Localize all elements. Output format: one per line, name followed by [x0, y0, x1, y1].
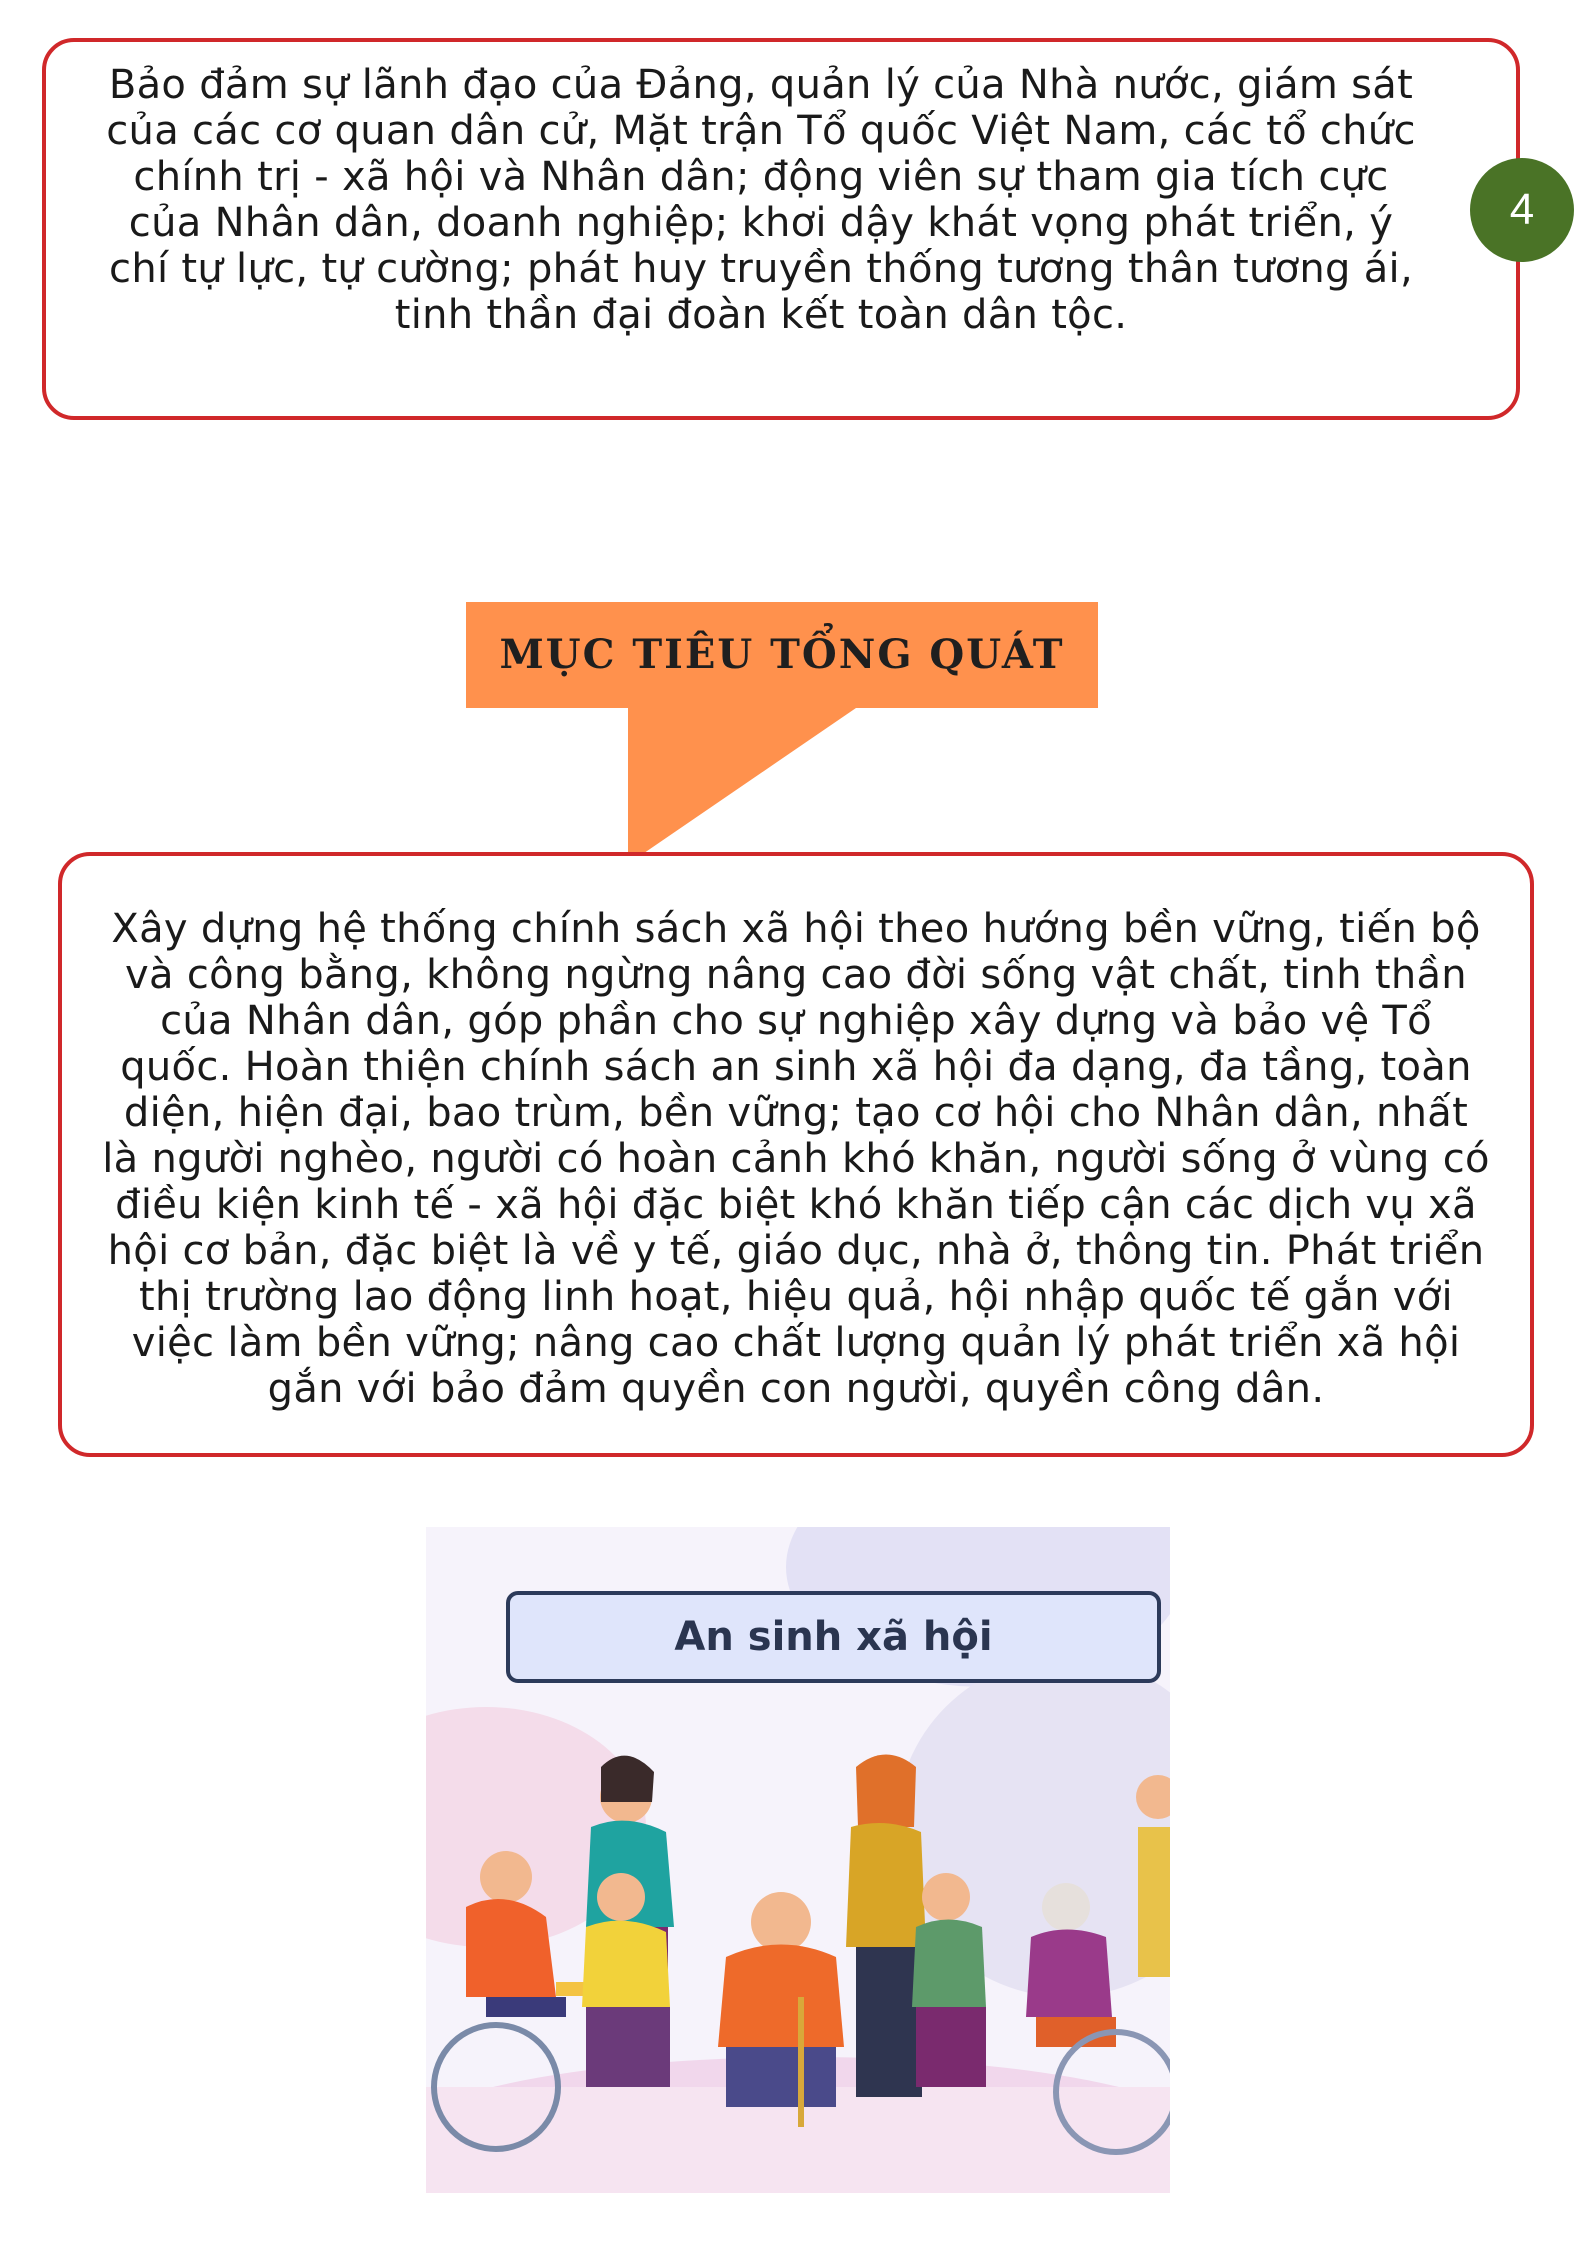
social-security-illustration: [426, 1527, 1170, 2193]
goal-text: Xây dựng hệ thống chính sách xã hội theo hướng bền vững, tiến bộ và công bằng, không ngừng nâng cao đời sống vật chất, tinh thần của Nhân dân, góp phần cho sự nghiệp xây dựng và bảo vệ Tổ quốc. Hoàn thiện chính sách an sinh xã hội đa dạng, đa tầng, toàn diện, hiện đại, bao trùm, bền vững; tạo cơ hội cho Nhân dân, nhất là người nghèo, người có hoàn cảnh khó khăn, người sống ở vùng có điều kiện kinh tế - xã hội đặc biệt khó khăn tiếp cận các dịch vụ xã hội cơ bản, đặc biệt là về y tế, giáo dục, nhà ở, thông tin. Phát triển thị trường lao động linh hoạt, hiệu quả, hội nhập quốc tế gắn với việc làm bền vững; nâng cao chất lượng quản lý phát triển xã hội gắn với bảo đảm quyền con người, quyền công dân.: [102, 906, 1490, 1412]
goal-card: [58, 852, 1534, 1457]
principle-card: [42, 38, 1520, 420]
illustration-banner: An sinh xã hội: [506, 1591, 1161, 1683]
section-title: MỤC TIÊU TỔNG QUÁT: [499, 631, 1065, 678]
principle-text: Bảo đảm sự lãnh đạo của Đảng, quản lý của Nhà nước, giám sát của các cơ quan dân cử, Mặt trận Tổ quốc Việt Nam, các tổ chức chính trị - xã hội và Nhân dân; động viên sự tham gia tích cực của Nhân dân, doanh nghiệp; khơi dậy khát vọng phát triển, ý chí tự lực, tự cường; phát huy truyền thống tương thân tương ái, tinh thần đại đoàn kết toàn dân tộc.: [106, 62, 1416, 338]
section-callout: [466, 602, 1098, 864]
step-number-badge: 4: [1470, 158, 1574, 262]
